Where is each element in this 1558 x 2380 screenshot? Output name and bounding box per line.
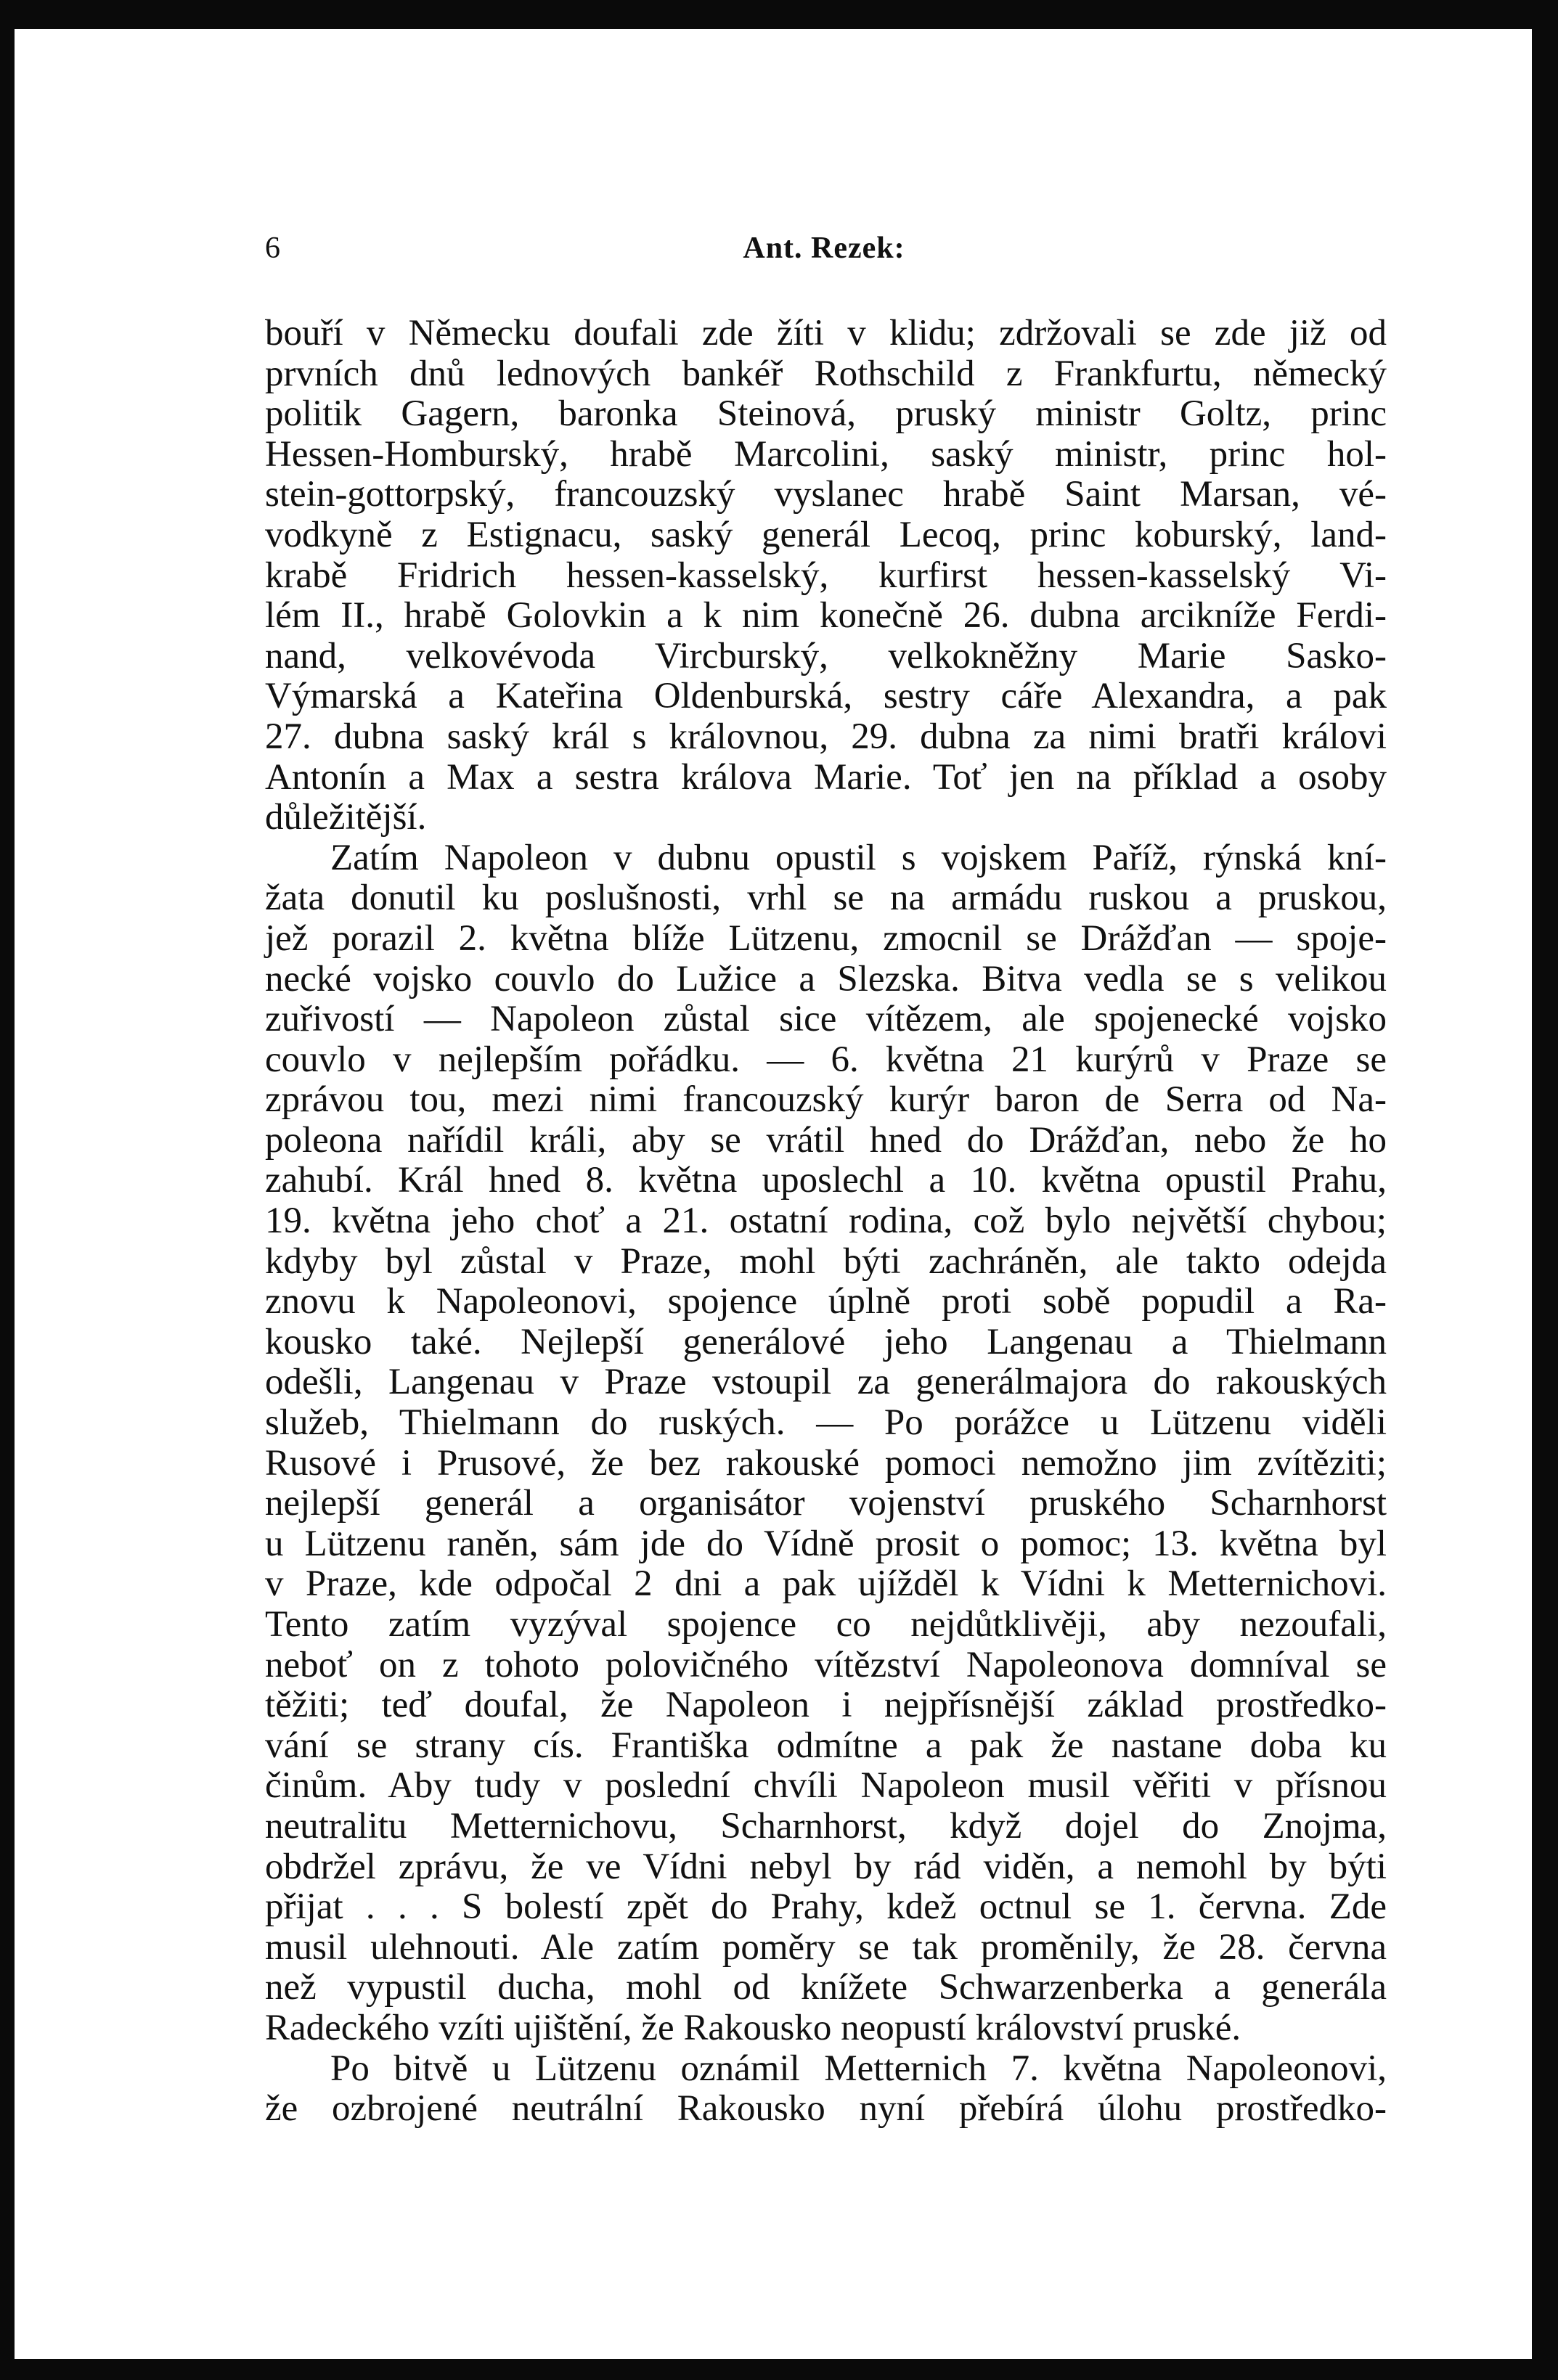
text-line: nand, velkovévoda Vircburský, velkokněžny Marie Sasko- <box>265 635 1387 676</box>
text-line: činům. Aby tudy v poslední chvíli Napoleon musil věřiti v přísnou <box>265 1765 1387 1807</box>
text-line: přijat . . . S bolestí zpět do Prahy, kdež octnul se 1. června. Zde <box>265 1886 1387 1928</box>
text-line: u Lützenu raněn, sám jde do Vídně prosit o pomoc; 13. května byl <box>265 1523 1387 1564</box>
text-line: zahubí. Král hned 8. května uposlechl a 10. května opustil Prahu, <box>265 1160 1387 1201</box>
text-line: krabě Fridrich hessen-kasselský, kurfirst hessen-kasselský Vi- <box>265 555 1387 596</box>
running-head: Ant. Rezek: <box>743 232 905 265</box>
text-line: odešli, Langenau v Praze vstoupil za generálmajora do rakouských <box>265 1362 1387 1403</box>
text-line: obdržel zprávu, že ve Vídni nebyl by rád viděn, a nemohl by býti <box>265 1846 1387 1887</box>
text-line: lém II., hrabě Golovkin a k nim konečně 26. dubna arcikníže Ferdi- <box>265 595 1387 637</box>
body-text <box>265 314 1387 2130</box>
text-line: kousko také. Nejlepší generálové jeho Langenau a Thielmann <box>265 1321 1387 1362</box>
text-line: musil ulehnouti. Ale zatím poměry se tak proměnily, že 28. června <box>265 1926 1387 1968</box>
text-line: prvních dnů lednových bankéř Rothschild z Frankfurtu, německý <box>265 353 1387 394</box>
page-number: 6 <box>265 232 280 265</box>
text-line: bouří v Německu doufali zde žíti v klidu; zdržovali se zde již od <box>265 313 1387 353</box>
text-line: že ozbrojené neutrální Rakousko nyní přebírá úlohu prostředko- <box>265 2088 1387 2130</box>
paragraph-start-line: Zatím Napoleon v dubnu opustil s vojskem Paříž, rýnská kní- <box>330 837 1387 878</box>
paragraph-start-line: Po bitvě u Lützenu oznámil Metternich 7. května Napoleonovi, <box>330 2048 1387 2089</box>
text-line: zuřivostí — Napoleon zůstal sice vítězem, ale spojenecké vojsko <box>265 999 1387 1040</box>
text-line: nejlepší generál a organisátor vojenství pruského Scharnhorst <box>265 1483 1387 1524</box>
text-line: Hessen-Homburský, hrabě Marcolini, saský ministr, princ hol- <box>265 433 1387 475</box>
text-line: vodkyně z Estignacu, saský generál Lecoq, princ koburský, land- <box>265 514 1387 555</box>
text-line: neboť on z tohoto polovičného vítězství Napoleonova domníval se <box>265 1644 1387 1685</box>
text-line: Výmarská a Kateřina Oldenburská, sestry cáře Alexandra, a pak <box>265 676 1387 717</box>
text-line: neutralitu Metternichovu, Scharnhorst, když dojel do Znojma, <box>265 1805 1387 1847</box>
page-header <box>265 231 1383 296</box>
text-line: 27. dubna saský král s královnou, 29. dubna za nimi bratři královi <box>265 716 1387 757</box>
text-line: než vypustil ducha, mohl od knížete Schwarzenberka a generála <box>265 1967 1387 2008</box>
text-line: vání se strany cís. Františka odmítne a pak že nastane doba ku <box>265 1725 1387 1766</box>
text-line: couvlo v nejlepším pořádku. — 6. května 21 kurýrů v Praze se <box>265 1039 1387 1080</box>
text-line: jež porazil 2. května blíže Lützenu, zmocnil se Drážďan — spoje- <box>265 917 1387 959</box>
text-line: stein-gottorpský, francouzský vyslanec hrabě Saint Marsan, vé- <box>265 474 1387 515</box>
text-line: zprávou tou, mezi nimi francouzský kurýr baron de Serra od Na- <box>265 1079 1387 1121</box>
text-line: necké vojsko couvlo do Lužice a Slezska. Bitva vedla se s velikou <box>265 958 1387 999</box>
text-line: těžiti; teď doufal, že Napoleon i nejpřísnější základ prostředko- <box>265 1685 1387 1726</box>
text-line: Antonín a Max a sestra králova Marie. Toť jen na příklad a osoby <box>265 756 1387 798</box>
text-line: 19. května jeho choť a 21. ostatní rodina, což bylo největší chybou; <box>265 1201 1387 1242</box>
text-line: žata donutil ku poslušnosti, vrhl se na armádu ruskou a pruskou, <box>265 878 1387 919</box>
text-line: politik Gagern, baronka Steinová, pruský ministr Goltz, princ <box>265 393 1387 435</box>
text-line: služeb, Thielmann do ruských. — Po porážce u Lützenu viděli <box>265 1402 1387 1444</box>
text-line: znovu k Napoleonovi, spojence úplně proti sobě popudil a Ra- <box>265 1281 1387 1322</box>
text-line: Rusové i Prusové, že bez rakouské pomoci nemožno jim zvítěziti; <box>265 1442 1387 1484</box>
text-line: poleona nařídil králi, aby se vrátil hned do Drážďan, nebo že ho <box>265 1119 1387 1161</box>
text-line: Tento zatím vyzýval spojence co nejdůtklivěji, aby nezoufali, <box>265 1604 1387 1645</box>
book-page <box>15 29 1532 2359</box>
paragraph-end-line: Radeckého vzíti ujištění, že Rakousko neopustí království pruské. <box>265 2007 1241 2048</box>
paragraph-end-line: důležitější. <box>265 797 427 838</box>
text-line: kdyby byl zůstal v Praze, mohl býti zachráněn, ale takto odejda <box>265 1240 1387 1282</box>
text-line: v Praze, kde odpočal 2 dni a pak ujížděl k Vídni k Metternichovi. <box>265 1563 1387 1605</box>
